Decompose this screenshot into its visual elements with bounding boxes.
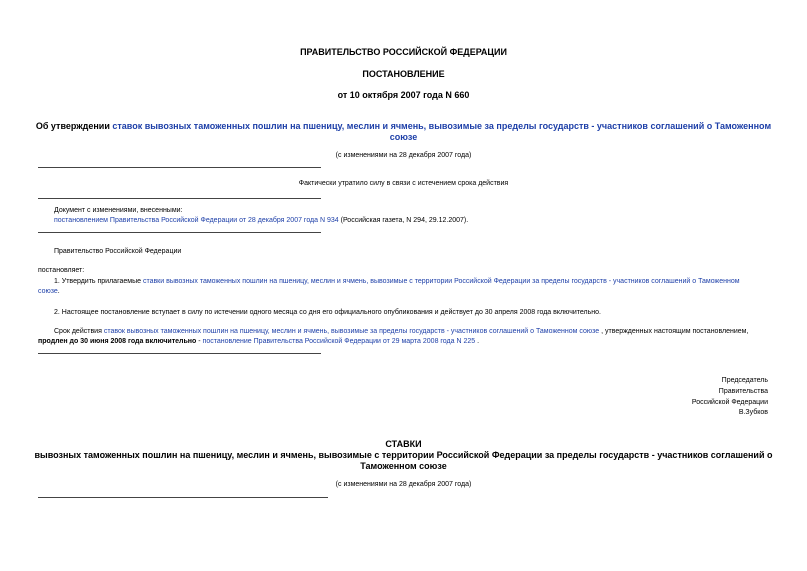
signature-line-1: Председатель — [721, 377, 768, 384]
rates-changes-note: (с изменениями на 28 декабря 2007 года) — [335, 481, 472, 488]
term-link[interactable]: ставок вывозных таможенных пошлин на пшеницу, меслин и ячмень, вывозимые за пределы государств - участников соглашений о Таможенном союзе — [103, 328, 600, 335]
divider — [38, 198, 321, 199]
amended-link[interactable]: постановлением Правительства Российской Федерации от 28 декабря 2007 года N 934 — [54, 217, 339, 224]
term-dash: - — [196, 338, 203, 345]
term-bold: продлен до 30 июня 2008 года включительно — [38, 338, 197, 345]
signature-name: В.Зубков — [738, 409, 768, 416]
government-heading: ПРАВИТЕЛЬСТВО РОССИЙСКОЙ ФЕДЕРАЦИИ — [300, 47, 507, 57]
rates-subheading-1: вывозных таможенных пошлин на пшеницу, меслин и ячмень, вывозимые с территории Российской Федерации за пределы государств - участников соглашений о — [34, 450, 773, 460]
signature-line-3: Российской Федерации — [691, 399, 768, 406]
rates-subheading-2: Таможенном союзе — [360, 461, 447, 471]
rates-heading: СТАВКИ — [385, 439, 422, 449]
title-link-continued[interactable]: союзе — [389, 132, 418, 142]
divider — [38, 167, 321, 168]
amended-label: Документ с изменениями, внесенными: — [54, 207, 183, 214]
term-link-2[interactable]: постановление Правительства Российской Федерации от 29 марта 2008 года N 225 — [202, 338, 476, 345]
expired-note: Фактически утратило силу в связи с истечением срока действия — [298, 180, 509, 187]
term-end: . — [475, 338, 480, 345]
doc-type-heading: ПОСТАНОВЛЕНИЕ — [362, 69, 445, 79]
title-line2 — [0, 132, 807, 142]
amended-suffix: (Российская газета, N 294, 29.12.2007). — [338, 217, 469, 224]
divider — [38, 497, 328, 498]
item-1 — [54, 278, 768, 285]
document-title — [0, 121, 807, 131]
divider — [38, 353, 321, 354]
date-number: от 10 октября 2007 года N 660 — [337, 90, 470, 100]
term-suffix: , утвержденных настоящим постановлением, — [599, 328, 749, 335]
title-prefix: Об утверждении — [35, 121, 113, 131]
term-prefix: Срок действия — [54, 328, 104, 335]
government-line: Правительство Российской Федерации — [54, 248, 182, 255]
decree-word: постановляет: — [38, 267, 85, 274]
term-line-1 — [54, 328, 748, 335]
signature-line-2: Правительства — [718, 388, 768, 395]
amended-line — [54, 217, 468, 224]
item1-link[interactable]: ставки вывозных таможенных пошлин на пшеницу, меслин и ячмень, вывозимые с территории Российской Федерации за пределы государств - участников соглашений о Таможенном — [142, 278, 740, 285]
item1-prefix: 1. Утвердить прилагаемые — [54, 278, 143, 285]
item1-end: . — [57, 288, 60, 295]
term-line-2 — [38, 338, 479, 345]
item-2: 2. Настоящее постановление вступает в силу по истечении одного месяца со дня его официального опубликования и действует до 30 апреля 2008 года включительно. — [54, 309, 601, 316]
title-link[interactable]: ставок вывозных таможенных пошлин на пшеницу, меслин и ячмень, вывозимые за пределы государств - участников соглашений о Таможенном — [112, 121, 772, 131]
item-1-cont — [38, 288, 60, 295]
item1-link-cont[interactable]: союзе — [38, 288, 58, 295]
divider — [38, 232, 321, 233]
changes-note: (с изменениями на 28 декабря 2007 года) — [335, 152, 472, 159]
